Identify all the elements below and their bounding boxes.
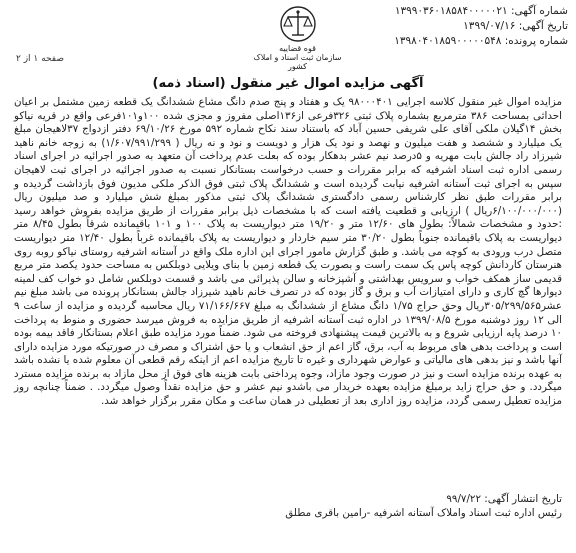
notice-footer [14,492,562,520]
ad-number: شماره آگهی: ۱۳۹۹۰۳۶۰۱۸۵۸۴۰۰۰۰۰۲۱ [394,5,568,17]
page-number: صفحه ۱ از ۲ [16,54,64,64]
ad-meta-block [368,4,568,49]
notice-title: آگهی مزایده اموال غیر منقول (اسناد ذمه) [152,76,424,91]
ad-date: تاریخ آگهی: ۱۳۹۹/۰۷/۱۶ [463,20,568,32]
emblem-line-2: سازمان ثبت اسناد و املاک کشور [253,53,342,71]
scales-of-justice-icon [278,4,318,44]
body-paragraph: مزایده اموال غیر منقول کلاسه اجرایی ۹۸۰۰۰۴۰۱ یک و هفتاد و پنج صدم دانگ مشاع ششدانگ یک قطعه زمین مشتمل بر اعیان احداثی بمساحت ۳۸۶ مترمربع بشماره پلاک ثبتی ۳۲۶فرعی از۱۳۶اصلی مفروز و مجزی شده ۱۰۰و۱۰۱فرعی واقع در قریه نیاکو بخش ۱۴گیلان ملکی آقای علی شریفی حسین آباد که باستناد سند نکاح شماره ۵۹۲ مورخ ۶۹/۱۰/۲۶ دفتر ازدواج ۳۷لاهیجان مبلغ یک میلیارد و ششصد و هفت میلیون و نهصد و نود یک هزار و دویست و نود و نه ریال ( ۱/۶۰۷/۹۹۱/۲۹۹) به زوجه خانم ناهید شیرزاد راد جالش بابت مهریه و ۵درصد نیم عشر بدهکار بوده که بعلت عدم پرداخت آن متعهد به صدور اجرائیه در اجرای اسناد رسمی اداره ثبت اسناد اشرفیه که برابر مقررات و حسب درخواست بستانکار نسبت به صدور اجرائیه در اجرای ثبت لاهیجان سپس به اجرای ثبت آستانه اشرفیه نیابت گردیده است و ششدانگ پلاک ثبتی فوق الذکر ملکی مدیون فوق بازداشت گردیده و برابر مقررات طبق نظر کارشناس رسمی دادگستری ششدانگ پلاک ثبتی مذکور بمبلغ شش میلیارد و صد میلیون ریال (۶/۱۰۰/۰۰۰/۰۰۰ریال ) ارزیابی و قطعیت یافته است که با مشخصات ذیل برابر مقررات از طریق مزایده بفروش خواهد رسید :حدود و مشخصات شمالاً: بطول های ۱۲/۶۰ متر و ۱۹/۲۰ متر دیواریست به پلاک ۱۰۰ و ۱۰۱ باقیمانده شرقاً بطول ۸/۴۵ متر دیواریست به پلاک باقیمانده جنوباً بطول ۳۰/۲۰ متر سیم خاردار و دیواریست به پلاک باقیمانده غرباً بطول ۱۲/۴۰ متر دیواریست متصل درب ورودی به کوچه می باشد. و طبق گزارش مامور اجرای این اداره ملک واقع در آستانه اشرفیه روستای نیاکو روبه روی هنرستان کاردانش کوچه پاس یک سمت راست و بصورت یک قطعه زمین با بنای ویلایی دوبلکس به مساحت حدود یکصد متر مربع قدیمی ساز همکف خواب و سرویس بهداشتی و آشپزخانه و سالن پذیرائی می باشد و قسمت دوبلکس شامل دو خواب کف لمینه دیوارها گچ کاری و دارای امتیازات آب و برق و گاز بوده که در تصرف خانم ناهید شیرزاد جالش بستانکار پرونده می باشد مبلغ نیم عشر۳۰۵/۲۹۹/۵۶۵ریال وحق حراج ۱/۷۵ دانگ مشاع از ششدانگ به مبلغ ۷۱/۱۶۶/۶۶۷ ریال محاسبه گردیده و مزایده از ساعت ۹ الی ۱۲ روز دوشنبه مورخ ۱۳۹۹/۰۸/۵ در اداره ثبت آستانه اشرفیه از طریق مزایده به فروش میرسد حضوری و منوط به پرداخت ۱۰ درصد پایه ارزیابی شروع و به بالاترین قیمت پیشنهادی فروخته می شود. ضمناً مورد مزایده طبق اعلام بستانکار فاقد بیمه بوده است و پرداخت بدهی های مربوط به آب، برق، گاز اعم از حق انشعاب و یا حق اشتراک و مصرف در صورتیکه مورد مزایده دارای آنها باشد و نیز بدهی های مالیاتی و عوارض شهرداری و غیره تا تاریخ مزایده اعم از اینکه رقم قطعی آن معلوم شده یا نشده باشد به عهده برنده مزایده است و نیز در صورت وجود مازاد، وجوه پرداختی بابت هزینه های فوق از محل مازاد به برنده مزایده مسترد میگردد. و حق حراج زاید برمبلغ مزایده بعهده خریدار می باشدو نیم عشر و حق مزایده نقداً وصول میگردد. . ضمناً چنانچه روز مزایده تعطیل رسمی گردد، مزایده روز اداری بعد از تعطیلی در همان ساعت و مکان مقرر برگزار خواهد شد. [14,96,563,408]
notice-body [14,96,562,409]
publish-date: تاریخ انتشار آگهی: ۹۹/۷/۲۲ [446,493,562,505]
case-number: شماره پرونده: ۱۳۹۸۰۴۰۱۸۵۹۰۰۰۰۰۵۴۸ [394,35,568,47]
emblem-line-1: قوه قضاییه [279,44,316,53]
signature-line: رئیس اداره ثبت اسناد واملاک آستانه اشرفیه -رامین باقری مطلق [285,507,562,519]
judiciary-emblem [250,4,345,71]
